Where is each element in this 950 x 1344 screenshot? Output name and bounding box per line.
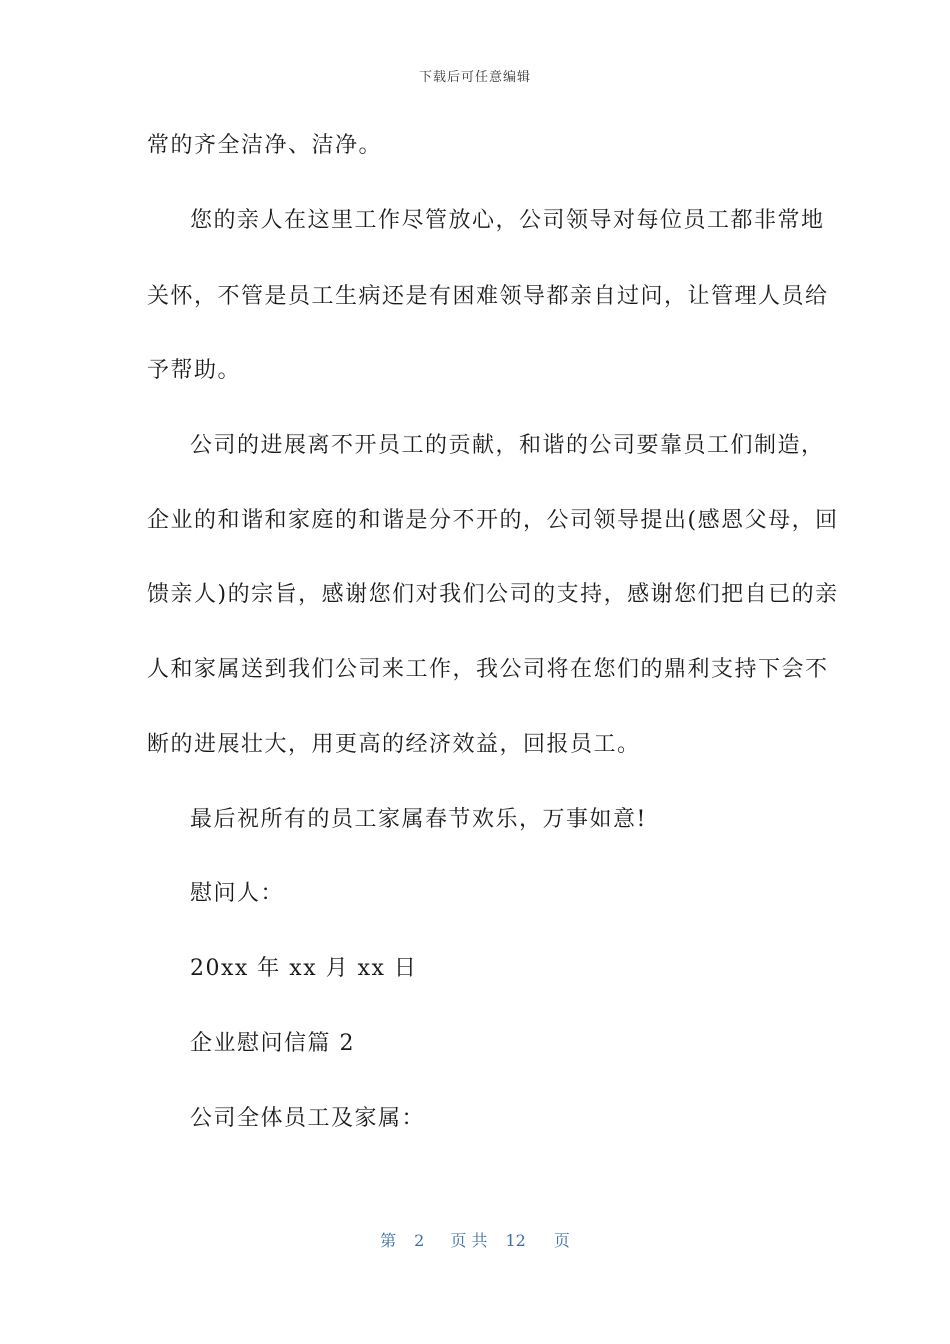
body-line: 企业的和谐和家庭的和谐是分不开的，公司领导提出(感恩父母，回	[147, 508, 839, 533]
body-line: 您的亲人在这里工作尽管放心，公司领导对每位员工都非常地	[190, 208, 825, 233]
header-note: 下载后可任意编辑	[418, 70, 531, 85]
section-title: 企业慰问信篇 2	[190, 1031, 355, 1056]
body-line: 断的进展壮大，用更高的经济效益，回报员工。	[147, 732, 641, 757]
body-line: 关怀，不管是员工生病还是有困难领导都亲自过问，让管理人员给	[147, 284, 829, 309]
closing-wish: 最后祝所有的员工家属春节欢乐，万事如意!	[190, 807, 647, 832]
body-line: 馈亲人)的宗旨，感谢您们对我们公司的支持，感谢您们把自已的亲	[147, 582, 839, 607]
page-footer	[0, 1228, 950, 1251]
footer-mid: 页 共	[450, 1231, 488, 1250]
footer-suffix: 页	[553, 1231, 570, 1250]
body-line: 人和家属送到我们公司来工作，我公司将在您们的鼎利支持下会不	[147, 657, 829, 682]
body-line: 常的齐全洁净、洁净。	[147, 133, 383, 158]
signature-label: 慰问人：	[190, 881, 285, 906]
salutation: 公司全体员工及家属：	[190, 1106, 426, 1131]
current-page-number: 2	[414, 1231, 425, 1250]
footer-prefix: 第	[380, 1231, 397, 1250]
body-line: 公司的进展离不开员工的贡献，和谐的公司要靠员工们制造，	[190, 433, 825, 458]
body-line: 予帮助。	[147, 358, 242, 383]
date-line: 20xx 年 xx 月 xx 日	[190, 956, 418, 981]
total-pages-number: 12	[505, 1231, 526, 1250]
